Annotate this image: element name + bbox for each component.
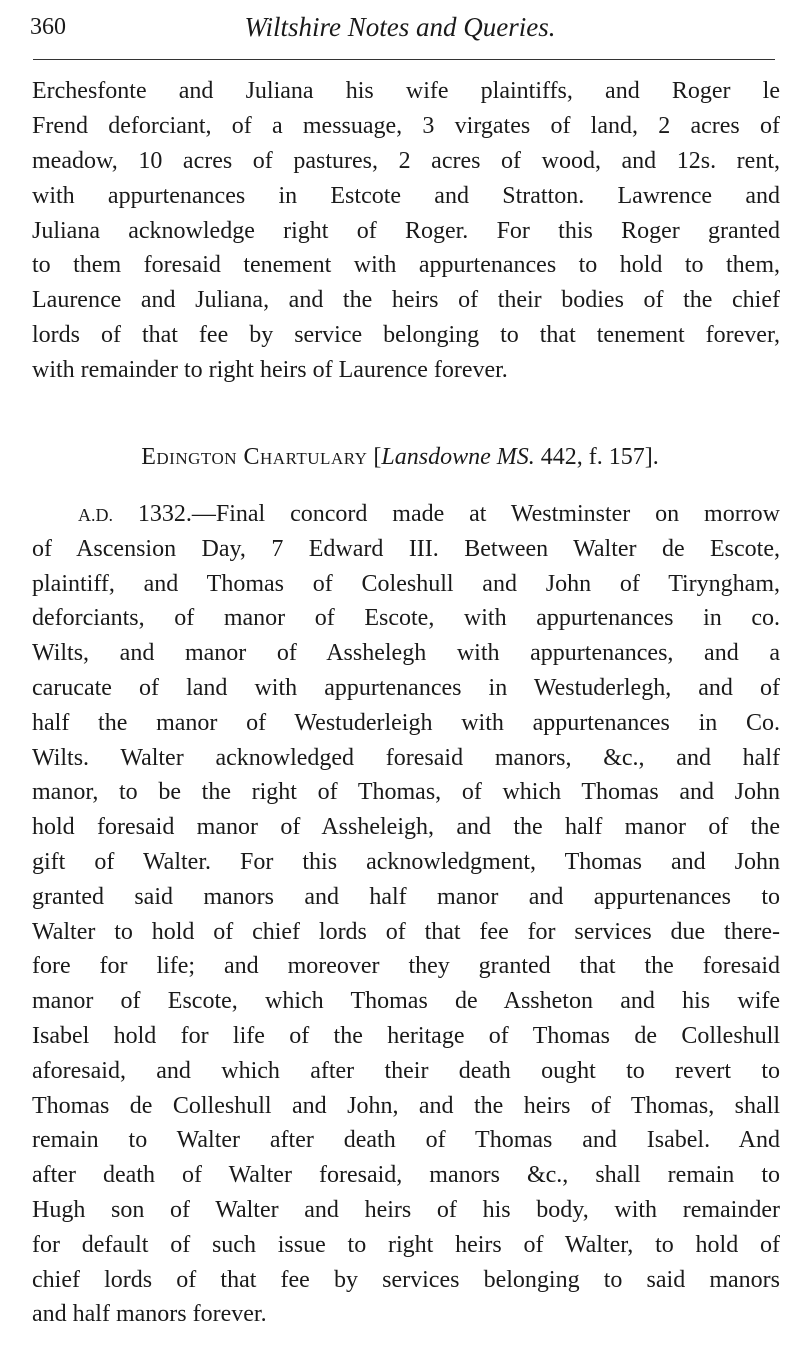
text-line: fore for life; and moreover they granted that the foresaid bbox=[32, 953, 780, 980]
folio-reference: 442, f. 157 bbox=[534, 444, 645, 470]
text-line: deforciants, of manor of Escote, with appurtenances in co. bbox=[32, 605, 780, 632]
text-line bbox=[32, 497, 780, 532]
running-title: Wiltshire Notes and Queries. bbox=[244, 12, 556, 42]
text-line: with remainder to right heirs of Laurence forever. bbox=[32, 357, 508, 384]
text-line: to them foresaid tenement with appurtenances to hold to them, bbox=[32, 252, 780, 279]
text-line: Juliana acknowledge right of Roger. For this Roger granted bbox=[32, 217, 780, 244]
text-line: hold foresaid manor of Assheleigh, and the half manor of the bbox=[32, 814, 780, 841]
text-line: manor of Escote, which Thomas de Assheton and his wife bbox=[32, 988, 780, 1015]
text-line: lords of that fee by service belonging to that tenement forever, bbox=[32, 322, 780, 349]
text-line: chief lords of that fee by services belonging to said manors bbox=[32, 1266, 780, 1293]
text-line: Wilts, and manor of Asshelegh with appurtenances, and a bbox=[32, 640, 780, 667]
text-line: Isabel hold for life of the heritage of Thomas de Colleshull bbox=[32, 1022, 780, 1049]
text-line: and half manors forever. bbox=[32, 1301, 267, 1328]
page-number: 360 bbox=[30, 14, 66, 40]
text-line: Walter to hold of chief lords of that fee for services due there- bbox=[32, 918, 780, 945]
date-prefix: A.D. bbox=[78, 505, 113, 525]
section-heading bbox=[0, 444, 800, 471]
line-text: 1332.—Final concord made at Westminster on morrow bbox=[137, 501, 781, 527]
section-title: Edington Chartulary bbox=[141, 444, 368, 470]
paragraph-final-concord bbox=[32, 497, 780, 1332]
text-line: plaintiff, and Thomas of Coleshull and John of Tiryngham, bbox=[32, 570, 780, 597]
text-line: gift of Walter. For this acknowledgment, Thomas and John bbox=[32, 848, 780, 875]
text-line: manor, to be the right of Thomas, of which Thomas and John bbox=[32, 779, 780, 806]
text-line: with appurtenances in Estcote and Stratton. Lawrence and bbox=[32, 182, 780, 209]
source-manuscript: Lansdowne MS. bbox=[381, 444, 535, 470]
text-line: remain to Walter after death of Thomas and Isabel. And bbox=[32, 1127, 780, 1154]
text-line: after death of Walter foresaid, manors &c., shall remain to bbox=[32, 1162, 780, 1189]
text-line: granted said manors and half manor and appurtenances to bbox=[32, 883, 780, 910]
text-line: meadow, 10 acres of pastures, 2 acres of wood, and 12s. rent, bbox=[32, 147, 780, 174]
text-line: of Ascension Day, 7 Edward III. Between Walter de Escote, bbox=[32, 535, 780, 562]
text-line: carucate of land with appurtenances in Westuderlegh, and of bbox=[32, 674, 780, 701]
text-line: half the manor of Westuderleigh with appurtenances in Co. bbox=[32, 709, 780, 736]
text-line: for default of such issue to right heirs of Walter, to hold of bbox=[32, 1231, 780, 1258]
paragraph-continued bbox=[32, 74, 780, 388]
text-line: aforesaid, and which after their death ought to revert to bbox=[32, 1057, 780, 1084]
open-bracket: [ bbox=[373, 444, 382, 470]
text-line: Hugh son of Walter and heirs of his body, with remainder bbox=[32, 1196, 780, 1223]
header-rule bbox=[33, 59, 775, 60]
close-bracket: ]. bbox=[644, 444, 659, 470]
text-line: Erchesfonte and Juliana his wife plaintiffs, and Roger le bbox=[32, 78, 780, 104]
text-line: Frend deforciant, of a messuage, 3 virgates of land, 2 acres of bbox=[32, 112, 780, 139]
text-line: Wilts. Walter acknowledged foresaid manors, &c., and half bbox=[32, 744, 780, 771]
text-line: Thomas de Colleshull and John, and the heirs of Thomas, shall bbox=[32, 1092, 780, 1119]
text-line: Laurence and Juliana, and the heirs of their bodies of the chief bbox=[32, 287, 780, 314]
